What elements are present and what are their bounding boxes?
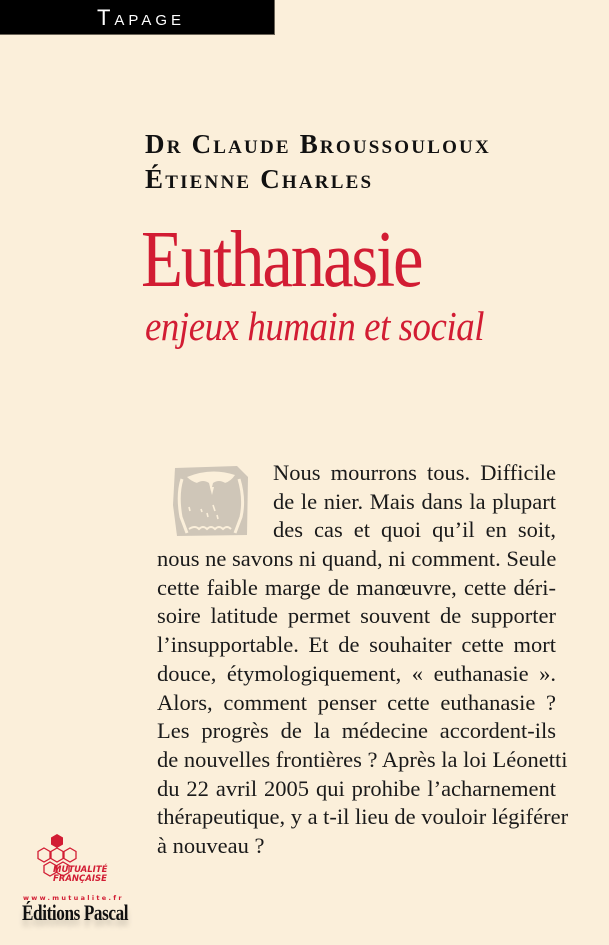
mutualite-line1: MUTUALITÉ — [53, 865, 108, 875]
blurb-line: Alors, comment penser cette euthanasie ? — [157, 689, 556, 715]
author-2: Étienne Charles — [145, 164, 374, 194]
blurb-line: des cas et quoi qu’il en soit, — [273, 517, 556, 543]
blurb-line: à nouveau ? — [157, 832, 265, 858]
blurb-line: de nouvelles frontières ? Après la loi Léonetti — [157, 746, 568, 772]
blurb-line: cette faible marge de manœuvre, cette déri- — [157, 574, 556, 600]
book-subtitle: enjeux humain et social — [145, 303, 485, 349]
mutualite-francaise-logo — [28, 832, 118, 886]
blurb-line: thérapeutique, y a t-il lieu de vouloir légiférer — [157, 804, 569, 830]
book-title: Euthanasie — [141, 216, 422, 304]
blurb-line: nous ne savons ni quand, ni comment. Seule — [157, 546, 557, 572]
series-banner — [0, 0, 275, 35]
mutualite-wordmark — [53, 866, 107, 884]
authors — [145, 127, 585, 197]
blurb-line: Les progrès de la médecine accordent-ils — [157, 718, 556, 744]
blurb-line: soire latitude permet souvent de supporter — [157, 603, 556, 629]
mutualite-url: www.mutualite.fr — [23, 894, 124, 902]
blurb-line: du 22 avril 2005 qui prohibe l’acharnement — [157, 775, 556, 801]
series-label: Tapage — [96, 4, 185, 30]
blurb-line: de le nier. Mais dans la plupart — [273, 488, 556, 514]
blurb-line: douce, étymologiquement, « euthanasie ». — [157, 660, 556, 686]
author-1: Dr Claude Broussouloux — [145, 129, 491, 159]
mutualite-line2: FRANÇAISE — [53, 874, 107, 884]
publisher-logo: Éditions Pascal — [22, 900, 129, 925]
back-cover-blurb — [157, 459, 569, 861]
blurb-line: Nous mourrons tous. Difficile — [273, 460, 556, 485]
blurb-line: l’insupportable. Et de souhaiter cette mort — [157, 632, 556, 658]
